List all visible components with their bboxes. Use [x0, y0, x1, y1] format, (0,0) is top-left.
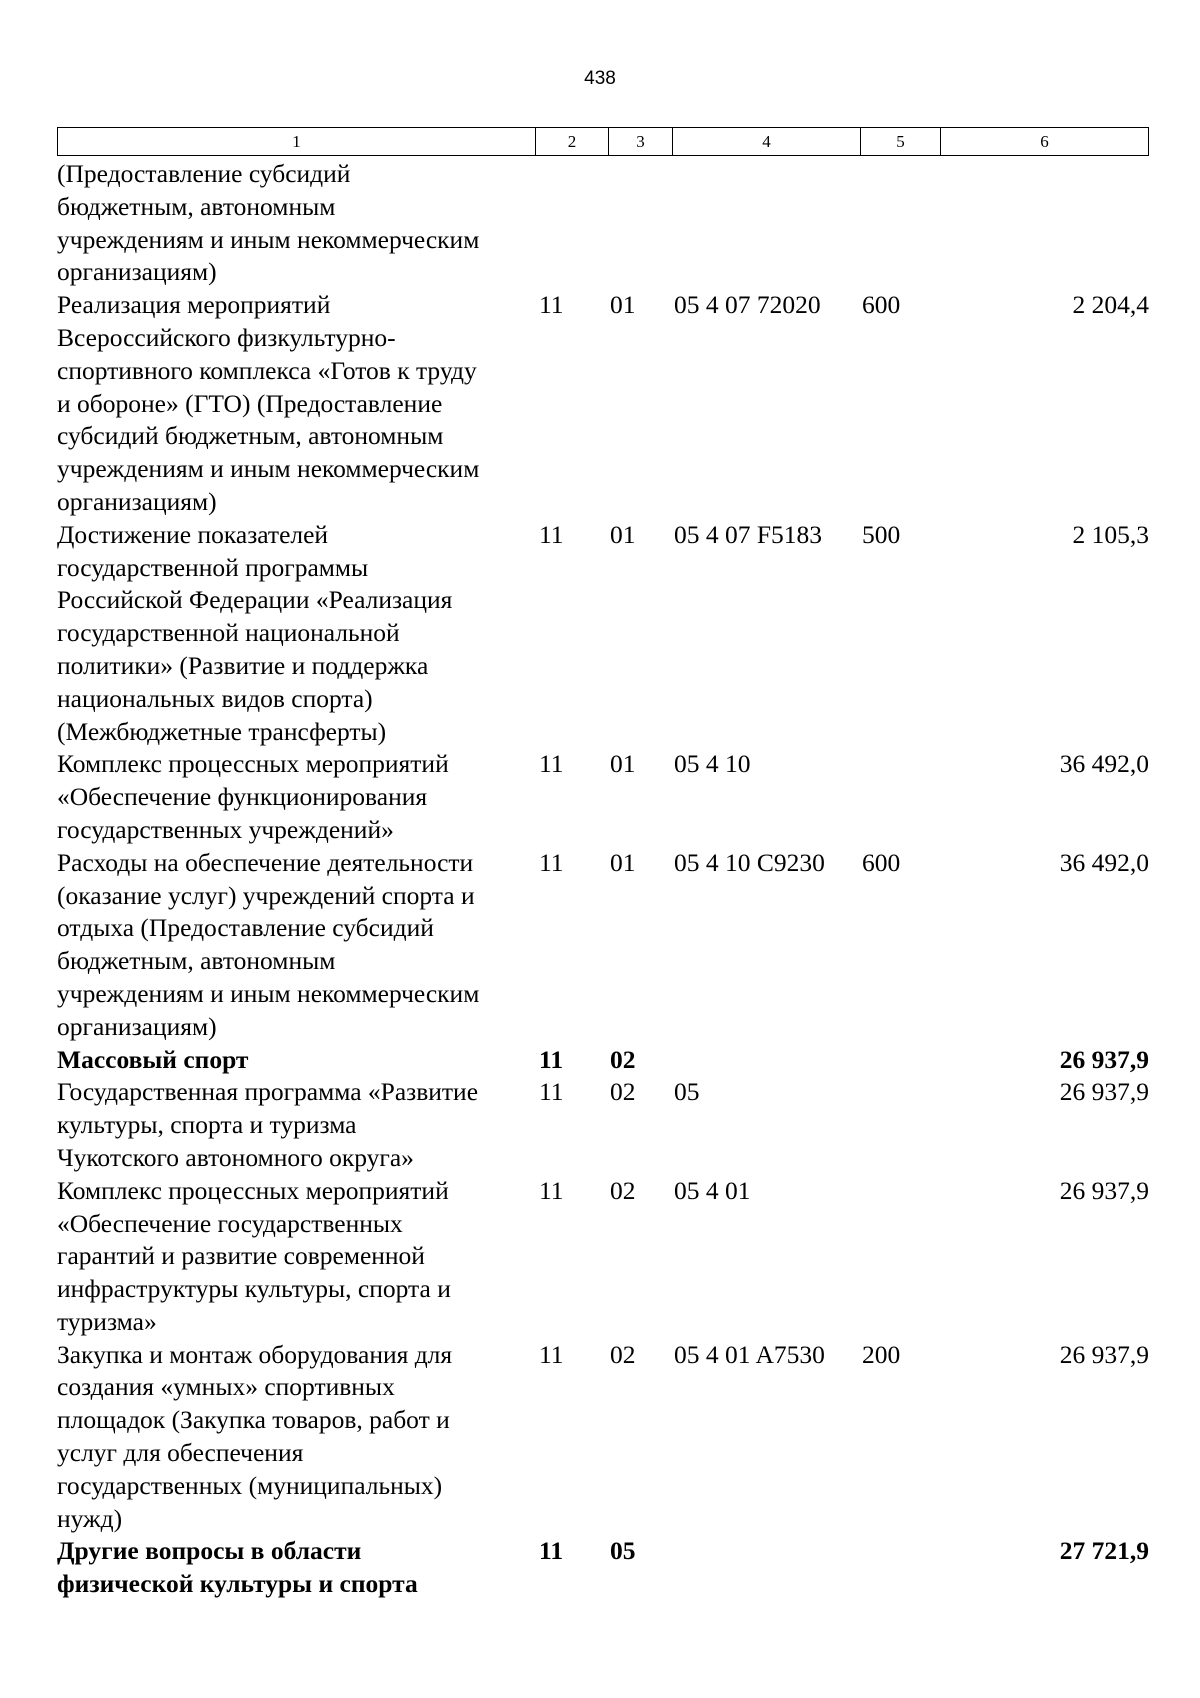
row-target-code: 05 4 10: [674, 749, 751, 779]
row-target-code: 05 4 07 F5183: [674, 519, 823, 549]
table-row: [57, 519, 1149, 749]
row-name: Государственная программа «Развитие культуры, спорта и туризма Чукотского автономного округа»: [57, 1077, 479, 1172]
row-section: 11: [539, 749, 564, 779]
row-subsection: 01: [610, 290, 636, 320]
row-name: Расходы на обеспечение деятельности (оказание услуг) учреждений спорта и отдыха (Предоставление субсидий бюджетным, автономным учреждениям и иным некоммерческим организациям): [57, 847, 480, 1041]
row-name: Реализация мероприятий Всероссийского физкультурно- спортивного комплекса «Готов к труду и обороне» (ГТО) (Предоставление субсидий бюджетным, автономным учреждениям и иным некоммерческим организациям): [57, 290, 480, 516]
row-amount: 2 105,3: [1072, 519, 1149, 549]
header-col-3: 3: [609, 128, 673, 155]
row-amount: 26 937,9: [1059, 1044, 1149, 1074]
row-subsection: 02: [610, 1044, 636, 1074]
row-amount: 27 721,9: [1059, 1536, 1149, 1566]
row-expense-type: 200: [862, 1339, 901, 1369]
row-amount: 36 492,0: [1059, 847, 1149, 877]
row-section: 11: [539, 1536, 564, 1566]
row-section: 11: [539, 1175, 564, 1205]
row-section: 11: [539, 847, 564, 877]
table-row-section-total: [57, 1044, 1149, 1077]
table-row: [57, 1175, 1149, 1339]
row-amount: 26 937,9: [1059, 1175, 1149, 1205]
row-amount: 26 937,9: [1059, 1339, 1149, 1369]
row-subsection: 02: [610, 1339, 636, 1369]
row-section: 11: [539, 519, 564, 549]
header-col-6: 6: [1040, 132, 1049, 151]
table-row: [57, 1339, 1149, 1536]
row-subsection: 01: [610, 519, 636, 549]
row-amount: 36 492,0: [1059, 749, 1149, 779]
table-row: [57, 158, 1149, 289]
header-col-2: 2: [536, 128, 609, 155]
row-name: Массовый спорт: [57, 1044, 249, 1074]
row-amount: 2 204,4: [1072, 290, 1149, 320]
row-target-code: 05: [674, 1077, 700, 1107]
row-section: 11: [539, 1339, 564, 1369]
row-target-code: 05 4 01: [674, 1175, 751, 1205]
row-subsection: 05: [610, 1536, 636, 1566]
row-target-code: 05 4 07 72020: [674, 290, 821, 320]
row-subsection: 01: [610, 847, 636, 877]
table-row: [57, 289, 1149, 519]
table-row: [57, 847, 1149, 1044]
table-row: [57, 1076, 1149, 1174]
row-name: Другие вопросы в области физической культуры и спорта: [57, 1536, 418, 1599]
row-subsection: 02: [610, 1175, 636, 1205]
row-subsection: 01: [610, 749, 636, 779]
row-section: 11: [539, 290, 564, 320]
header-col-4: 4: [673, 128, 861, 155]
table-row-section-total: [57, 1535, 1149, 1601]
row-subsection: 02: [610, 1077, 636, 1107]
row-section: 11: [539, 1077, 564, 1107]
header-col-5: 5: [861, 128, 941, 155]
row-target-code: 05 4 01 A7530: [674, 1339, 825, 1369]
row-name: Комплекс процессных мероприятий «Обеспечение государственных гарантий и развитие современной инфраструктуры культуры, спорта и туризма»: [57, 1175, 451, 1336]
table-header: [57, 127, 1149, 156]
row-amount: 26 937,9: [1059, 1077, 1149, 1107]
row-name: Закупка и монтаж оборудования для создания «умных» спортивных площадок (Закупка товаров, работ и услуг для обеспечения государственных (муниципальных) нужд): [57, 1339, 453, 1533]
row-target-code: 05 4 10 С9230: [674, 847, 825, 877]
header-col-1: 1: [58, 128, 536, 155]
table-body: [57, 158, 1149, 1601]
row-name: Комплекс процессных мероприятий «Обеспечение функционирования государственных учреждений»: [57, 749, 449, 844]
table-row: [57, 748, 1149, 846]
row-name: (Предоставление субсидий бюджетным, автономным учреждениям и иным некоммерческим организациям): [57, 159, 480, 287]
row-section: 11: [539, 1044, 564, 1074]
row-expense-type: 500: [862, 519, 901, 549]
row-expense-type: 600: [862, 290, 901, 320]
page-number: 438: [584, 68, 616, 89]
row-name: Достижение показателей государственной программы Российской Федерации «Реализация государственной национальной политики» (Развитие и поддержка национальных видов спорта) (Межбюджетные трансферты): [57, 519, 453, 746]
row-expense-type: 600: [862, 847, 901, 877]
